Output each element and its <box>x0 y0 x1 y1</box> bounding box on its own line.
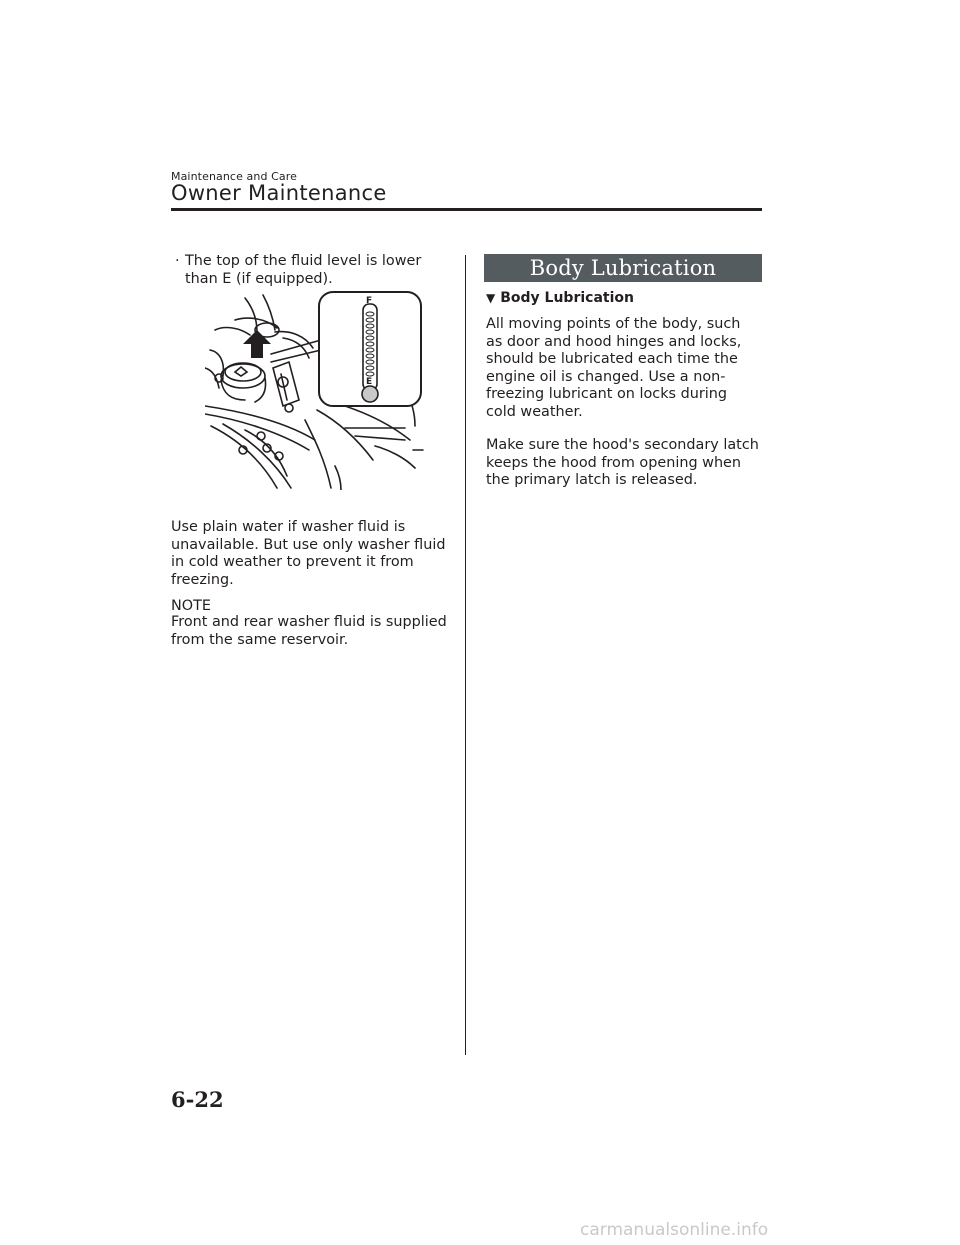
bullet-text: The top of the fluid level is lower than E (if equipped). <box>185 253 422 287</box>
section-label: Maintenance and Care <box>171 170 297 183</box>
lubrication-paragraph: All moving points of the body, such as door and hood hinges and locks, should be lubricated each time the engine oil is changed. Use a non-freezing lubricant on locks during cold weather. <box>486 316 742 420</box>
section-title: Owner Maintenance <box>171 181 387 205</box>
bullet-marker: · <box>175 253 180 269</box>
bullet-item <box>175 253 445 288</box>
washer-reservoir-illustration <box>205 290 430 490</box>
subsection-heading-text: Body Lubrication <box>500 290 634 306</box>
gauge-empty-label: E <box>366 377 373 387</box>
section-banner: Body Lubrication <box>484 254 762 282</box>
page-number: 6-22 <box>171 1087 224 1112</box>
reservoir-drawing <box>205 290 430 490</box>
note-label: NOTE <box>171 598 211 614</box>
gauge-full-label: F <box>366 296 373 306</box>
note-text: Front and rear washer fluid is supplied from the same reservoir. <box>171 614 447 648</box>
subsection-heading <box>486 290 634 306</box>
washer-water-paragraph: Use plain water if washer fluid is unavailable. But use only washer fluid in cold weather to prevent it from freezing. <box>171 519 446 588</box>
column-divider <box>465 255 466 1055</box>
arrow-up-icon <box>243 330 271 358</box>
watermark: carmanualsonline.info <box>580 1220 769 1240</box>
header-rule <box>171 208 762 211</box>
hood-latch-paragraph: Make sure the hood's secondary latch keeps the hood from opening when the primary latch is released. <box>486 437 759 488</box>
triangle-down-icon: ▼ <box>486 291 496 305</box>
